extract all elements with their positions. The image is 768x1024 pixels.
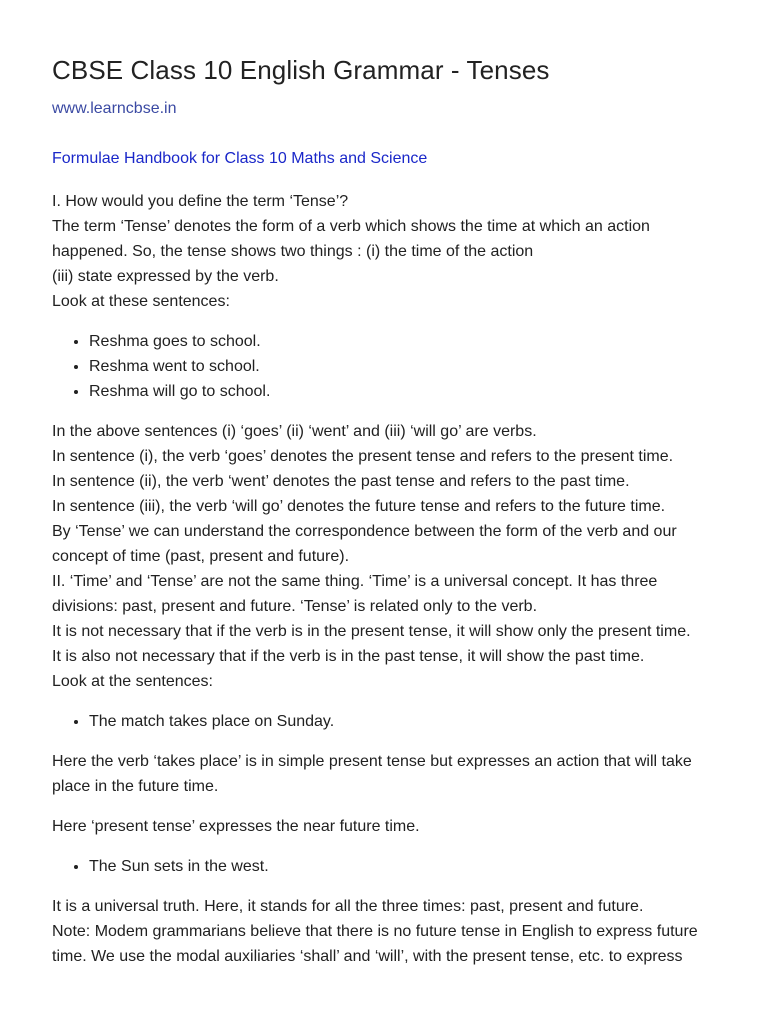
final-paragraph: [52, 894, 742, 969]
near-future-paragraph: Here ‘present tense’ expresses the near future time.: [52, 818, 420, 835]
example-list-sun: [52, 854, 742, 879]
text-line: happened. So, the tense shows two things : (i) the time of the action: [52, 243, 534, 260]
text-line: Note: Modem grammarians believe that there is no future tense in English to express future: [52, 923, 698, 940]
list-item: • The Sun sets in the west.: [89, 854, 742, 879]
text-line: Look at these sentences:: [52, 293, 230, 310]
text-line: divisions: past, present and future. ‘Tense’ is related only to the verb.: [52, 598, 538, 615]
text-line: time. We use the modal auxiliaries ‘shall’ and ‘will’, with the present tense, etc. to express: [52, 948, 683, 965]
list-item: • Reshma went to school.: [89, 354, 742, 379]
list-item: • The match takes place on Sunday.: [89, 709, 742, 734]
text-line: concept of time (past, present and future).: [52, 548, 350, 565]
list-item: • Reshma will go to school.: [89, 379, 742, 404]
example-list-reshma: [52, 329, 742, 404]
text-line: In the above sentences (i) ‘goes’ (ii) ‘went’ and (iii) ‘will go’ are verbs.: [52, 423, 537, 440]
text-line: In sentence (iii), the verb ‘will go’ denotes the future tense and refers to the future time.: [52, 498, 666, 515]
text-line: (iii) state expressed by the verb.: [52, 268, 279, 285]
text-line: It is a universal truth. Here, it stands for all the three times: past, present and future.: [52, 898, 644, 915]
example-list-match: [52, 709, 742, 734]
list-item: • Reshma goes to school.: [89, 329, 742, 354]
source-link[interactable]: www.learncbse.in: [52, 100, 177, 117]
text-line: It is not necessary that if the verb is in the present tense, it will show only the present time.: [52, 623, 691, 640]
page-title: CBSE Class 10 English Grammar - Tenses: [52, 55, 550, 85]
text-line: By ‘Tense’ we can understand the correspondence between the form of the verb and our: [52, 523, 677, 540]
text-line: II. ‘Time’ and ‘Tense’ are not the same thing. ‘Time’ is a universal concept. It has three: [52, 573, 658, 590]
text-line: place in the future time.: [52, 778, 219, 795]
handbook-link[interactable]: Formulae Handbook for Class 10 Maths and Science: [52, 150, 428, 167]
text-line: Look at the sentences:: [52, 673, 213, 690]
text-line: Here the verb ‘takes place’ is in simple present tense but expresses an action that will take: [52, 753, 692, 770]
explanation-paragraph: [52, 419, 742, 694]
text-line: It is also not necessary that if the verb is in the past tense, it will show the past time.: [52, 648, 645, 665]
article-body: [52, 146, 742, 969]
intro-paragraph: [52, 189, 742, 314]
text-line: I. How would you define the term ‘Tense’?: [52, 193, 349, 210]
takes-place-paragraph: [52, 749, 742, 799]
text-line: In sentence (ii), the verb ‘went’ denotes the past tense and refers to the past time.: [52, 473, 630, 490]
text-line: The term ‘Tense’ denotes the form of a verb which shows the time at which an action: [52, 218, 650, 235]
text-line: In sentence (i), the verb ‘goes’ denotes the present tense and refers to the present time.: [52, 448, 674, 465]
